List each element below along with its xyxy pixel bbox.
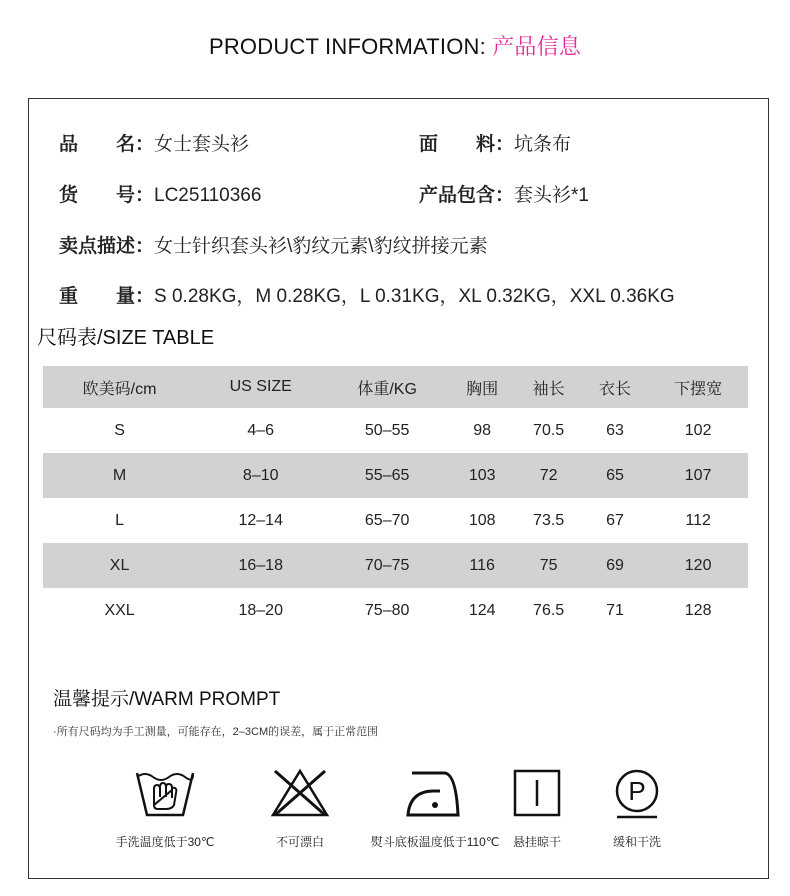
table-cell: XL [109,556,130,574]
sku-label: 货 号： [59,185,155,206]
selling-label: 卖点描述： [59,236,155,257]
size-table [43,366,748,633]
warm-prompt-note: ·所有尺码均为手工测量，可能存在，2–3CM的误差，属于正常范围 [53,726,379,738]
table-cell: 72 [539,466,558,484]
hand-wash-icon [134,767,196,819]
col-length: 衣长 [599,380,632,398]
fabric-label: 面 料： [419,134,515,155]
table-cell: 75–80 [364,601,410,619]
weight-label: 重 量： [59,286,155,307]
info-selling [59,231,488,258]
col-eu-size: 欧美码/cm [82,380,157,398]
table-row [43,453,748,498]
care-label: 手洗温度低于30℃ [115,835,215,849]
table-cell: 65 [606,466,624,484]
size-table-title: 尺码表/SIZE TABLE [37,327,215,349]
table-cell: 63 [606,421,624,439]
table-cell: M [112,466,127,484]
size-table-header [43,366,748,408]
table-cell: XXL [104,601,135,619]
table-cell: 12–14 [238,511,283,529]
table-cell: S [114,421,125,439]
table-cell: 73.5 [533,511,565,529]
title-en: PRODUCT INFORMATION: [208,34,486,59]
includes-label: 产品包含： [419,185,515,206]
table-cell: 4–6 [247,421,275,439]
table-cell: 128 [684,601,712,619]
iron-icon [404,767,466,819]
table-cell: 50–55 [364,421,410,439]
table-cell: 55–65 [364,466,410,484]
table-cell: 124 [468,601,496,619]
care-label: 缓和干洗 [612,835,661,849]
table-cell: 116 [469,556,495,574]
info-name [59,129,249,156]
info-includes [419,180,589,207]
table-cell: 102 [684,421,712,439]
table-cell: 98 [473,421,492,439]
col-hem: 下摆宽 [674,380,723,398]
name-value: 女士套头衫 [154,134,250,155]
table-row [43,588,748,633]
care-dry-clean [567,767,707,850]
table-cell: 107 [684,466,712,484]
dry-clean-p-icon [606,767,668,819]
svg-text:P: P [628,776,646,806]
care-label: 熨斗底板温度低于110℃ [370,835,500,849]
info-fabric [419,129,571,156]
includes-value: 套头衫*1 [514,185,589,206]
table-cell: 120 [684,556,712,574]
hang-dry-icon [506,767,568,819]
table-cell: 103 [468,466,496,484]
table-cell: 65–70 [364,511,410,529]
table-cell: 75 [539,556,558,574]
info-sku [59,180,261,207]
info-weight [59,281,675,308]
table-cell: 8–10 [242,466,279,484]
table-cell: L [115,511,125,529]
table-row [43,498,748,543]
sku-value: LC25110366 [154,185,262,206]
table-cell: 70.5 [533,421,565,439]
table-cell: 67 [606,511,624,529]
name-label: 品 名： [59,134,155,155]
table-cell: 69 [606,556,624,574]
care-no-bleach [230,767,370,850]
fabric-value: 坑条布 [514,134,572,155]
table-row [43,408,748,453]
table-cell: 76.5 [533,601,565,619]
table-row [43,543,748,588]
table-cell: 70–75 [364,556,410,574]
no-bleach-icon [269,767,331,819]
table-cell: 18–20 [238,601,283,619]
product-info-frame [28,98,769,879]
table-cell: 16–18 [238,556,283,574]
care-label: 悬挂晾干 [512,835,561,849]
col-sleeve: 袖长 [532,380,565,398]
weight-value: S 0.28KG，M 0.28KG，L 0.31KG，XL 0.32KG，XXL 0.36KG [154,286,675,307]
col-bust: 胸围 [466,380,499,398]
title-cn: 产品信息 [492,34,582,59]
table-cell: 112 [685,511,711,529]
col-us-size: US SIZE [229,378,292,395]
col-weight: 体重/KG [357,380,417,398]
care-label: 不可漂白 [275,835,324,849]
table-cell: 108 [468,511,496,529]
warm-prompt-title: 温馨提示/WARM PROMPT [53,689,281,710]
care-hand-wash [95,767,235,850]
table-cell: 71 [606,601,624,619]
selling-value: 女士针织套头衫\豹纹元素\豹纹拼接元素 [154,236,488,257]
page-title [0,30,790,61]
